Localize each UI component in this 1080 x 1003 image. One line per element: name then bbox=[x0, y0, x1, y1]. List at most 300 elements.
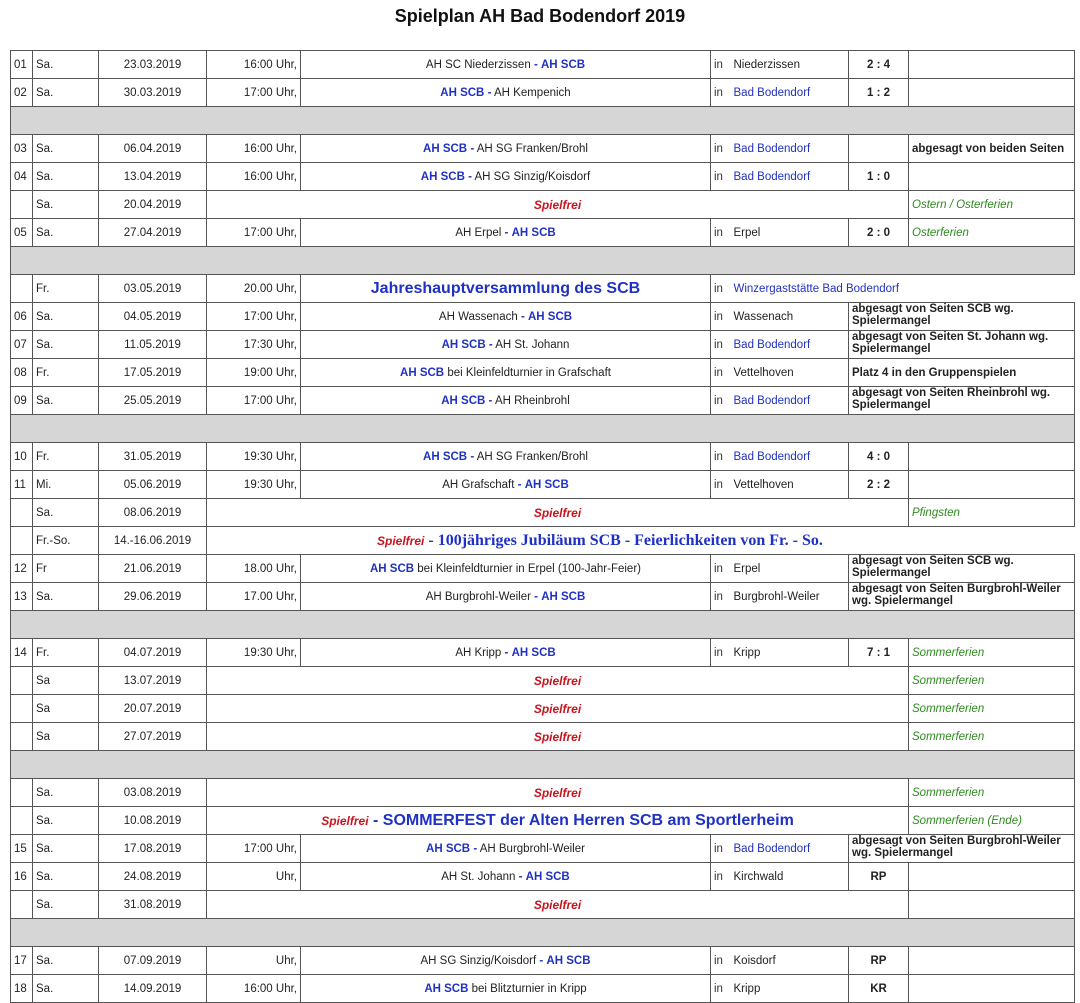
location-prefix: in bbox=[711, 583, 731, 611]
date: 20.04.2019 bbox=[99, 191, 207, 219]
date: 07.09.2019 bbox=[99, 947, 207, 975]
match-number: 08 bbox=[11, 359, 33, 387]
match-number: 16 bbox=[11, 863, 33, 891]
weekday: Sa. bbox=[33, 499, 99, 527]
note: abgesagt von Seiten Burgbrohl-Weiler wg. Spielermangel bbox=[849, 583, 1075, 611]
team-name: AH SG Franken/Brohl bbox=[476, 142, 588, 155]
team-name: AH SCB bbox=[424, 982, 469, 995]
separator bbox=[11, 415, 1075, 443]
date: 31.05.2019 bbox=[99, 443, 207, 471]
note: Pfingsten bbox=[909, 499, 1075, 527]
fixture bbox=[301, 331, 711, 359]
spielfrei-label bbox=[207, 891, 909, 919]
vs-dash: - bbox=[504, 226, 509, 239]
team-name: AH SCB bbox=[441, 394, 486, 407]
note: abgesagt von Seiten Burgbrohl-Weiler wg. Spielermangel bbox=[849, 835, 1075, 863]
location-prefix: in bbox=[711, 135, 731, 163]
weekday: Sa. bbox=[33, 79, 99, 107]
vs-dash: - bbox=[468, 170, 472, 183]
table-row bbox=[11, 499, 1075, 527]
match-number bbox=[11, 723, 33, 751]
team-name: AH Wassenach bbox=[438, 310, 518, 323]
team-name: AH SCB bbox=[511, 646, 556, 659]
separator-row bbox=[11, 919, 1075, 947]
team-name: AH SG Franken/Brohl bbox=[476, 450, 588, 463]
team-name: AH SCB bbox=[541, 590, 586, 603]
date: 04.05.2019 bbox=[99, 303, 207, 331]
table-row bbox=[11, 79, 1075, 107]
weekday: Sa. bbox=[33, 135, 99, 163]
date: 13.07.2019 bbox=[99, 667, 207, 695]
schedule-table bbox=[10, 50, 1075, 1003]
separator-row bbox=[11, 415, 1075, 443]
note bbox=[909, 863, 1075, 891]
result bbox=[849, 135, 909, 163]
table-row bbox=[11, 135, 1075, 163]
spielfrei-label bbox=[207, 779, 909, 807]
note: Sommerferien bbox=[909, 695, 1075, 723]
separator-row bbox=[11, 107, 1075, 135]
weekday: Sa. bbox=[33, 807, 99, 835]
weekday: Sa. bbox=[33, 303, 99, 331]
fixture bbox=[301, 471, 711, 499]
kickoff-time: 17:00 Uhr, bbox=[207, 79, 301, 107]
separator bbox=[11, 247, 1075, 275]
team-name: AH SCB bbox=[441, 338, 486, 351]
match-number: 02 bbox=[11, 79, 33, 107]
location-prefix: in bbox=[711, 863, 731, 891]
match-number: 03 bbox=[11, 135, 33, 163]
fixture bbox=[301, 863, 711, 891]
team-name: AH SCB bbox=[511, 226, 556, 239]
kickoff-time: 19:30 Uhr, bbox=[207, 471, 301, 499]
weekday: Sa bbox=[33, 667, 99, 695]
location: Winzergaststätte Bad Bodendorf bbox=[731, 275, 1075, 303]
kickoff-time: 16:00 Uhr, bbox=[207, 51, 301, 79]
kickoff-time: 19:30 Uhr, bbox=[207, 639, 301, 667]
table-row bbox=[11, 807, 1075, 835]
note: Sommerferien bbox=[909, 779, 1075, 807]
match-number bbox=[11, 695, 33, 723]
weekday: Sa. bbox=[33, 583, 99, 611]
location-prefix: in bbox=[711, 359, 731, 387]
location: Bad Bodendorf bbox=[731, 163, 849, 191]
location-prefix: in bbox=[711, 219, 731, 247]
kickoff-time: 16:00 Uhr, bbox=[207, 975, 301, 1003]
note bbox=[909, 51, 1075, 79]
match-number: 13 bbox=[11, 583, 33, 611]
location: Koisdorf bbox=[731, 947, 849, 975]
result: 7 : 1 bbox=[849, 639, 909, 667]
kickoff-time: 18.00 Uhr, bbox=[207, 555, 301, 583]
vs-dash: - bbox=[470, 142, 475, 155]
fixture bbox=[301, 443, 711, 471]
kickoff-time: 17:00 Uhr, bbox=[207, 303, 301, 331]
spielfrei-label bbox=[207, 695, 909, 723]
kickoff-time: 17:00 Uhr, bbox=[207, 219, 301, 247]
team-name: AH SCB bbox=[400, 366, 445, 379]
table-row bbox=[11, 331, 1075, 359]
team-name: AH Kripp bbox=[455, 646, 502, 659]
location-prefix: in bbox=[711, 443, 731, 471]
kickoff-time: 16:00 Uhr, bbox=[207, 163, 301, 191]
note bbox=[909, 471, 1075, 499]
team-name: AH Kempenich bbox=[493, 86, 571, 99]
table-row bbox=[11, 163, 1075, 191]
weekday: Sa. bbox=[33, 863, 99, 891]
note bbox=[909, 947, 1075, 975]
spielfrei-text: Spielfrei bbox=[321, 813, 369, 828]
date: 14.09.2019 bbox=[99, 975, 207, 1003]
location-prefix: in bbox=[711, 471, 731, 499]
location-prefix: in bbox=[711, 51, 731, 79]
vs-dash: - bbox=[520, 310, 525, 323]
team-name: AH SCB bbox=[524, 478, 569, 491]
kickoff-time: Uhr, bbox=[207, 863, 301, 891]
date: 20.07.2019 bbox=[99, 695, 207, 723]
note: abgesagt von Seiten SCB wg. Spielermangel bbox=[849, 303, 1075, 331]
team-name: AH Grafschaft bbox=[442, 478, 515, 491]
fixture bbox=[301, 555, 711, 583]
tournament-text: bei Kleinfeldturnier in Erpel (100-Jahr-Feier) bbox=[417, 562, 641, 575]
result: RP bbox=[849, 947, 909, 975]
vs-dash: - bbox=[488, 338, 493, 351]
location: Niederzissen bbox=[731, 51, 849, 79]
vs-dash: - bbox=[534, 590, 538, 603]
table-row bbox=[11, 835, 1075, 863]
match-number: 07 bbox=[11, 331, 33, 359]
location-prefix: in bbox=[711, 975, 731, 1003]
spielfrei-label bbox=[207, 499, 909, 527]
location: Bad Bodendorf bbox=[731, 387, 849, 415]
separator-row bbox=[11, 611, 1075, 639]
location: Bad Bodendorf bbox=[731, 79, 849, 107]
date: 08.06.2019 bbox=[99, 499, 207, 527]
result: 2 : 0 bbox=[849, 219, 909, 247]
weekday: Sa. bbox=[33, 835, 99, 863]
match-number: 15 bbox=[11, 835, 33, 863]
table-row bbox=[11, 387, 1075, 415]
spielfrei-label bbox=[207, 723, 909, 751]
fixture bbox=[301, 947, 711, 975]
separator-row bbox=[11, 247, 1075, 275]
date: 25.05.2019 bbox=[99, 387, 207, 415]
team-name: AH SCB bbox=[546, 954, 591, 967]
location: Bad Bodendorf bbox=[731, 835, 849, 863]
weekday: Fr. bbox=[33, 275, 99, 303]
location: Erpel bbox=[731, 555, 849, 583]
note: Sommerferien bbox=[909, 723, 1075, 751]
location: Erpel bbox=[731, 219, 849, 247]
result: 2 : 4 bbox=[849, 51, 909, 79]
note: Platz 4 in den Gruppenspielen bbox=[849, 359, 1075, 387]
kickoff-time: 19:00 Uhr, bbox=[207, 359, 301, 387]
table-row bbox=[11, 583, 1075, 611]
weekday: Sa. bbox=[33, 779, 99, 807]
date: 29.06.2019 bbox=[99, 583, 207, 611]
match-number: 17 bbox=[11, 947, 33, 975]
date: 10.08.2019 bbox=[99, 807, 207, 835]
date: 05.06.2019 bbox=[99, 471, 207, 499]
tournament-text: bei Blitzturnier in Kripp bbox=[471, 982, 587, 995]
weekday: Sa. bbox=[33, 975, 99, 1003]
match-number: 09 bbox=[11, 387, 33, 415]
team-name: AH Burgbrohl-Weiler bbox=[425, 590, 531, 603]
spielfrei-label bbox=[207, 667, 909, 695]
note: Sommerferien (Ende) bbox=[909, 807, 1075, 835]
team-name: AH SCB bbox=[540, 58, 586, 71]
fixture bbox=[301, 359, 711, 387]
table-row bbox=[11, 471, 1075, 499]
kickoff-time: 20.00 Uhr, bbox=[207, 275, 301, 303]
weekday: Mi. bbox=[33, 471, 99, 499]
separator bbox=[11, 611, 1075, 639]
table-row bbox=[11, 527, 1075, 555]
date: 13.04.2019 bbox=[99, 163, 207, 191]
weekday: Sa. bbox=[33, 191, 99, 219]
spielfrei-text: Spielfrei bbox=[533, 673, 582, 688]
vs-dash: - bbox=[473, 842, 478, 855]
team-name: AH St. Johann bbox=[495, 338, 570, 351]
location-prefix: in bbox=[711, 555, 731, 583]
match-number: 14 bbox=[11, 639, 33, 667]
kickoff-time: 16:00 Uhr, bbox=[207, 135, 301, 163]
event-title bbox=[207, 527, 1075, 555]
table-row bbox=[11, 975, 1075, 1003]
weekday: Fr.-So. bbox=[33, 527, 99, 555]
vs-dash: - bbox=[487, 86, 492, 99]
spielfrei-text: Spielfrei bbox=[533, 785, 582, 800]
weekday: Sa. bbox=[33, 219, 99, 247]
date: 31.08.2019 bbox=[99, 891, 207, 919]
fixture bbox=[301, 303, 711, 331]
note bbox=[909, 443, 1075, 471]
weekday: Sa bbox=[33, 723, 99, 751]
match-number: 01 bbox=[11, 51, 33, 79]
event-text: Jahreshauptversammlung des SCB bbox=[370, 279, 641, 297]
match-number bbox=[11, 891, 33, 919]
spielfrei-text: Spielfrei bbox=[533, 897, 582, 912]
note: abgesagt von Seiten St. Johann wg. Spielermangel bbox=[849, 331, 1075, 359]
spielfrei-text: Spielfrei bbox=[533, 729, 582, 744]
spielfrei-text: Spielfrei bbox=[533, 505, 582, 520]
location-prefix: in bbox=[711, 163, 731, 191]
match-number bbox=[11, 191, 33, 219]
note: Ostern / Osterferien bbox=[909, 191, 1075, 219]
team-name: AH SC Niederzissen bbox=[425, 58, 531, 71]
location: Wassenach bbox=[731, 303, 849, 331]
weekday: Sa. bbox=[33, 891, 99, 919]
location-prefix: in bbox=[711, 303, 731, 331]
team-name: AH SCB bbox=[440, 86, 485, 99]
weekday: Sa. bbox=[33, 51, 99, 79]
weekday: Sa. bbox=[33, 163, 99, 191]
kickoff-time: 17.00 Uhr, bbox=[207, 583, 301, 611]
weekday: Sa. bbox=[33, 947, 99, 975]
table-row bbox=[11, 695, 1075, 723]
weekday: Fr. bbox=[33, 359, 99, 387]
note bbox=[909, 79, 1075, 107]
weekday: Sa. bbox=[33, 387, 99, 415]
team-name: AH SCB bbox=[423, 450, 468, 463]
table-row bbox=[11, 639, 1075, 667]
vs-dash: - bbox=[517, 478, 522, 491]
match-number bbox=[11, 667, 33, 695]
table-row bbox=[11, 51, 1075, 79]
separator bbox=[11, 107, 1075, 135]
table-row bbox=[11, 863, 1075, 891]
date: 23.03.2019 bbox=[99, 51, 207, 79]
match-number: 12 bbox=[11, 555, 33, 583]
weekday: Fr. bbox=[33, 443, 99, 471]
fixture bbox=[301, 163, 711, 191]
note bbox=[909, 891, 1075, 919]
separator bbox=[11, 919, 1075, 947]
spielfrei-text: Spielfrei bbox=[533, 197, 582, 212]
kickoff-time: 17:00 Uhr, bbox=[207, 387, 301, 415]
event-title bbox=[301, 275, 711, 303]
table-row bbox=[11, 303, 1075, 331]
vs-dash: - bbox=[470, 450, 475, 463]
location-prefix: in bbox=[711, 835, 731, 863]
date: 27.07.2019 bbox=[99, 723, 207, 751]
location-prefix: in bbox=[711, 387, 731, 415]
location: Bad Bodendorf bbox=[731, 331, 849, 359]
result: KR bbox=[849, 975, 909, 1003]
table-row bbox=[11, 947, 1075, 975]
weekday: Sa bbox=[33, 695, 99, 723]
result: 1 : 0 bbox=[849, 163, 909, 191]
location-prefix: in bbox=[711, 947, 731, 975]
kickoff-time: 19:30 Uhr, bbox=[207, 443, 301, 471]
match-number: 05 bbox=[11, 219, 33, 247]
table-row bbox=[11, 275, 1075, 303]
date: 21.06.2019 bbox=[99, 555, 207, 583]
date: 17.08.2019 bbox=[99, 835, 207, 863]
kickoff-time: 17:30 Uhr, bbox=[207, 331, 301, 359]
fixture bbox=[301, 639, 711, 667]
spielfrei-text: Spielfrei bbox=[377, 533, 425, 548]
table-row bbox=[11, 359, 1075, 387]
vs-dash: - bbox=[488, 394, 493, 407]
vs-dash: - bbox=[518, 870, 523, 883]
table-row bbox=[11, 443, 1075, 471]
match-number: 04 bbox=[11, 163, 33, 191]
location-prefix: in bbox=[711, 639, 731, 667]
fixture bbox=[301, 79, 711, 107]
location: Bad Bodendorf bbox=[731, 443, 849, 471]
date: 24.08.2019 bbox=[99, 863, 207, 891]
table-row bbox=[11, 723, 1075, 751]
date: 06.04.2019 bbox=[99, 135, 207, 163]
note: abgesagt von Seiten SCB wg. Spielermangel bbox=[849, 555, 1075, 583]
spielfrei-label bbox=[207, 191, 909, 219]
date: 03.05.2019 bbox=[99, 275, 207, 303]
result: 2 : 2 bbox=[849, 471, 909, 499]
match-number: 11 bbox=[11, 471, 33, 499]
team-name: AH SCB bbox=[527, 310, 573, 323]
location: Bad Bodendorf bbox=[731, 135, 849, 163]
result: RP bbox=[849, 863, 909, 891]
kickoff-time: 17:00 Uhr, bbox=[207, 835, 301, 863]
vs-dash: - bbox=[539, 954, 544, 967]
fixture bbox=[301, 975, 711, 1003]
table-row bbox=[11, 219, 1075, 247]
date: 27.04.2019 bbox=[99, 219, 207, 247]
team-name: AH SCB bbox=[525, 870, 570, 883]
team-name: AH SCB bbox=[369, 562, 415, 575]
event-text: - 100jähriges Jubiläum SCB - Feierlichkeiten von Fr. - So. bbox=[424, 531, 823, 549]
note: Sommerferien bbox=[909, 639, 1075, 667]
kickoff-time: Uhr, bbox=[207, 947, 301, 975]
location: Vettelhoven bbox=[731, 359, 849, 387]
note: abgesagt von Seiten Rheinbrohl wg. Spielermangel bbox=[849, 387, 1075, 415]
fixture bbox=[301, 583, 711, 611]
team-name: AH Burgbrohl-Weiler bbox=[479, 842, 585, 855]
separator bbox=[11, 751, 1075, 779]
event-title bbox=[207, 807, 909, 835]
note bbox=[909, 163, 1075, 191]
team-name: AH SCB bbox=[423, 142, 468, 155]
match-number: 18 bbox=[11, 975, 33, 1003]
match-number: 10 bbox=[11, 443, 33, 471]
match-number bbox=[11, 275, 33, 303]
fixture bbox=[301, 219, 711, 247]
team-name: AH SCB bbox=[426, 842, 471, 855]
fixture bbox=[301, 835, 711, 863]
fixture bbox=[301, 387, 711, 415]
table-row bbox=[11, 555, 1075, 583]
match-number: 06 bbox=[11, 303, 33, 331]
team-name: AH SG Sinzig/Koisdorf bbox=[420, 954, 537, 967]
tournament-text: bei Kleinfeldturnier in Grafschaft bbox=[447, 366, 611, 379]
table-row bbox=[11, 779, 1075, 807]
vs-dash: - bbox=[504, 646, 509, 659]
fixture bbox=[301, 51, 711, 79]
location: Kirchwald bbox=[731, 863, 849, 891]
location: Kripp bbox=[731, 975, 849, 1003]
result: 1 : 2 bbox=[849, 79, 909, 107]
result: 4 : 0 bbox=[849, 443, 909, 471]
separator-row bbox=[11, 751, 1075, 779]
spielfrei-text: Spielfrei bbox=[533, 701, 582, 716]
weekday: Sa. bbox=[33, 331, 99, 359]
match-number bbox=[11, 527, 33, 555]
fixture bbox=[301, 135, 711, 163]
event-text: - SOMMERFEST der Alten Herren SCB am Sportlerheim bbox=[368, 811, 794, 829]
table-row bbox=[11, 191, 1075, 219]
date: 17.05.2019 bbox=[99, 359, 207, 387]
team-name: AH SCB bbox=[420, 170, 465, 183]
note: Osterferien bbox=[909, 219, 1075, 247]
date: 30.03.2019 bbox=[99, 79, 207, 107]
match-number bbox=[11, 779, 33, 807]
page-title: Spielplan AH Bad Bodendorf 2019 bbox=[394, 6, 686, 26]
date: 11.05.2019 bbox=[99, 331, 207, 359]
match-number bbox=[11, 807, 33, 835]
team-name: AH St. Johann bbox=[441, 870, 516, 883]
location: Vettelhoven bbox=[731, 471, 849, 499]
location-prefix: in bbox=[711, 331, 731, 359]
team-name: AH SG Sinzig/Koisdorf bbox=[474, 170, 591, 183]
location: Kripp bbox=[731, 639, 849, 667]
vs-dash: - bbox=[533, 58, 538, 71]
note bbox=[909, 975, 1075, 1003]
weekday: Fr bbox=[33, 555, 99, 583]
match-number bbox=[11, 499, 33, 527]
team-name: AH Erpel bbox=[455, 226, 502, 239]
location-prefix: in bbox=[711, 79, 731, 107]
